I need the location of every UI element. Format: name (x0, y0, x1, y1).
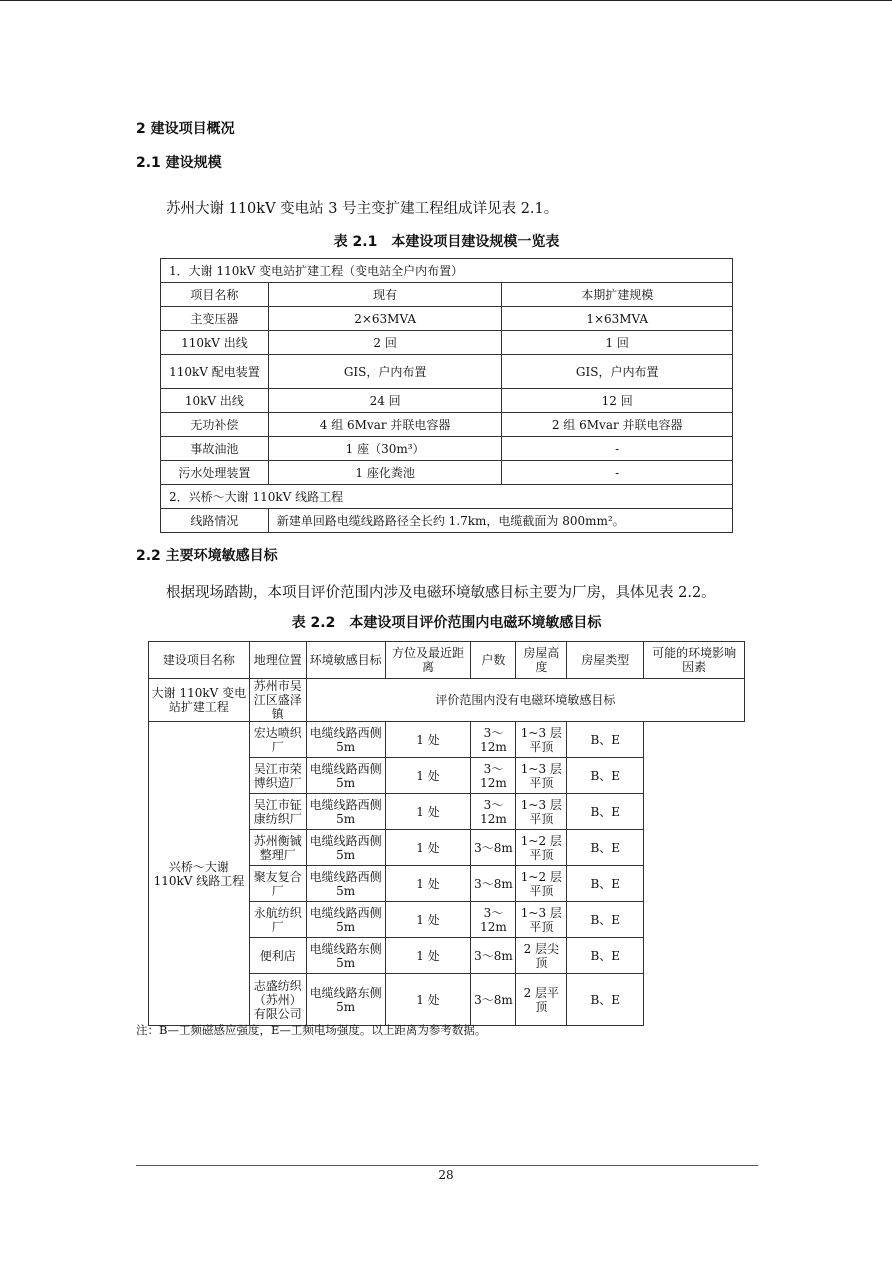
top-rule (0, 0, 892, 1)
table-cell: 3～8m (471, 974, 516, 1026)
table-cell: 电缆线路西侧 5m (306, 902, 385, 938)
table-2-1-caption: 表 2.1 本建设项目建设规模一览表 (333, 234, 560, 250)
project-name-cell: 兴桥～大谢 110kV 线路工程 (149, 722, 250, 1026)
subsection-heading-2-1: 2.1 建设规模 (136, 155, 222, 171)
project-name-cell: 大谢 110kV 变电站扩建工程 (149, 679, 250, 722)
table-cell: 2 层尖顶 (516, 938, 567, 974)
table-cell: B、E (567, 938, 644, 974)
table-cell: 2 组 6Mvar 并联电容器 (502, 413, 733, 437)
table-cell: 1 回 (502, 331, 733, 355)
table-cell: 电缆线路西侧 5m (306, 794, 385, 830)
table-cell: 1~3 层平顶 (516, 902, 567, 938)
table-cell: 苏州衡铖整理厂 (249, 830, 306, 866)
table-cell: B、E (567, 974, 644, 1026)
page-number: 28 (438, 1168, 454, 1182)
table-header-cell: 地理位置 (249, 642, 306, 679)
line-label-cell: 线路情况 (161, 509, 269, 533)
table-cell: 2×63MVA (268, 307, 502, 331)
table-cell: 1 座化粪池 (268, 461, 502, 485)
table-2-2-caption: 表 2.2 本建设项目评价范围内电磁环境敏感目标 (291, 615, 602, 631)
table-cell: 2 回 (268, 331, 502, 355)
paragraph-2-2: 根据现场踏勘，本项目评价范围内涉及电磁环境敏感目标主要为厂房，具体见表 2.2。 (166, 585, 716, 601)
table-cell: 3～12m (471, 794, 516, 830)
table-cell: 3～8m (471, 830, 516, 866)
table-cell: 电缆线路西侧 5m (306, 722, 385, 758)
table-cell: 永航纺织厂 (249, 902, 306, 938)
line-value-cell: 新建单回路电缆线路路径全长约 1.7km，电缆截面为 800mm²。 (268, 509, 732, 533)
table-cell: 1 处 (385, 758, 471, 794)
no-target-note-cell: 评价范围内没有电磁环境敏感目标 (306, 679, 744, 722)
table-cell: 1 处 (385, 722, 471, 758)
table-cell: 电缆线路西侧 5m (306, 866, 385, 902)
table-cell: 宏达喷织厂 (249, 722, 306, 758)
table-cell: 3～12m (471, 722, 516, 758)
table-note: 注：B—工频磁感应强度，E—工频电场强度。以上距离为参考数据。 (136, 1023, 487, 1037)
table-cell: 1 处 (385, 866, 471, 902)
table-header-cell: 环境敏感目标 (306, 642, 385, 679)
table-cell: 吴江市荣博织造厂 (249, 758, 306, 794)
table-cell: 1 处 (385, 794, 471, 830)
table-cell: 1 处 (385, 938, 471, 974)
table-cell: - (502, 437, 733, 461)
table-cell: 无功补偿 (161, 413, 269, 437)
table-cell: - (502, 461, 733, 485)
table-row (161, 389, 733, 413)
table-cell: 事故油池 (161, 437, 269, 461)
table-cell: 污水处理装置 (161, 461, 269, 485)
table-cell: 吴江市钲康纺织厂 (249, 794, 306, 830)
section-heading: 2 建设项目概况 (136, 121, 235, 137)
table-cell: 24 回 (268, 389, 502, 413)
table-2-1-part1-title: 1．大谢 110kV 变电站扩建工程（变电站全户内布置） (161, 259, 733, 283)
table-header-cell: 房屋类型 (567, 642, 644, 679)
table-2-1 (160, 258, 733, 533)
table-row (149, 722, 745, 758)
table-row (161, 437, 733, 461)
table-cell: 3～12m (471, 758, 516, 794)
table-cell: B、E (567, 758, 644, 794)
table-cell: 1~3 层平顶 (516, 758, 567, 794)
table-cell: B、E (567, 794, 644, 830)
table-header-cell: 可能的环境影响因素 (644, 642, 745, 679)
table-cell: B、E (567, 722, 644, 758)
table-row (161, 355, 733, 389)
table-header-cell: 户数 (471, 642, 516, 679)
table-cell: 3～8m (471, 866, 516, 902)
table-cell: 电缆线路东侧 5m (306, 938, 385, 974)
table-cell: 2 层平顶 (516, 974, 567, 1026)
table-header-cell: 房屋高度 (516, 642, 567, 679)
table-cell: B、E (567, 830, 644, 866)
table-cell: 3～8m (471, 938, 516, 974)
table-2-1-part2-title: 2．兴桥～大谢 110kV 线路工程 (161, 485, 733, 509)
table-header-cell: 建设项目名称 (149, 642, 250, 679)
table-cell: 1~3 层平顶 (516, 794, 567, 830)
table-cell: 1~3 层平顶 (516, 722, 567, 758)
table-cell: 主变压器 (161, 307, 269, 331)
table-cell: 1 座（30m³） (268, 437, 502, 461)
table-cell: 110kV 配电装置 (161, 355, 269, 389)
table-2-2 (148, 641, 745, 1026)
table-cell: 3～12m (471, 902, 516, 938)
table-cell: GIS，户内布置 (268, 355, 502, 389)
location-cell: 苏州市吴江区盛泽镇 (249, 679, 306, 722)
table-row (161, 413, 733, 437)
footer-rule (136, 1165, 758, 1166)
table-cell: 1×63MVA (502, 307, 733, 331)
table-cell: 聚友复合厂 (249, 866, 306, 902)
table-cell: B、E (567, 866, 644, 902)
table-row (161, 307, 733, 331)
table-cell: 1~2 层平顶 (516, 830, 567, 866)
table-cell: B、E (567, 902, 644, 938)
table-cell: 10kV 出线 (161, 389, 269, 413)
table-cell: 12 回 (502, 389, 733, 413)
table-cell: 电缆线路西侧 5m (306, 830, 385, 866)
table-header-cell: 方位及最近距离 (385, 642, 471, 679)
table-cell: 110kV 出线 (161, 331, 269, 355)
table-cell: 4 组 6Mvar 并联电容器 (268, 413, 502, 437)
table-row (161, 331, 733, 355)
table-cell: 1 处 (385, 974, 471, 1026)
table-cell: 1~2 层平顶 (516, 866, 567, 902)
table-header-cell: 项目名称 (161, 283, 269, 307)
table-header-cell: 现有 (268, 283, 502, 307)
table-row (161, 461, 733, 485)
table-cell: 志盛纺织（苏州）有限公司 (249, 974, 306, 1026)
table-header-cell: 本期扩建规模 (502, 283, 733, 307)
table-cell: 便利店 (249, 938, 306, 974)
table-cell: GIS，户内布置 (502, 355, 733, 389)
subsection-heading-2-2: 2.2 主要环境敏感目标 (136, 548, 278, 564)
table-cell: 1 处 (385, 902, 471, 938)
paragraph-2-1: 苏州大谢 110kV 变电站 3 号主变扩建工程组成详见表 2.1。 (166, 201, 559, 217)
table-cell: 1 处 (385, 830, 471, 866)
table-cell: 电缆线路东侧 5m (306, 974, 385, 1026)
table-cell: 电缆线路西侧 5m (306, 758, 385, 794)
